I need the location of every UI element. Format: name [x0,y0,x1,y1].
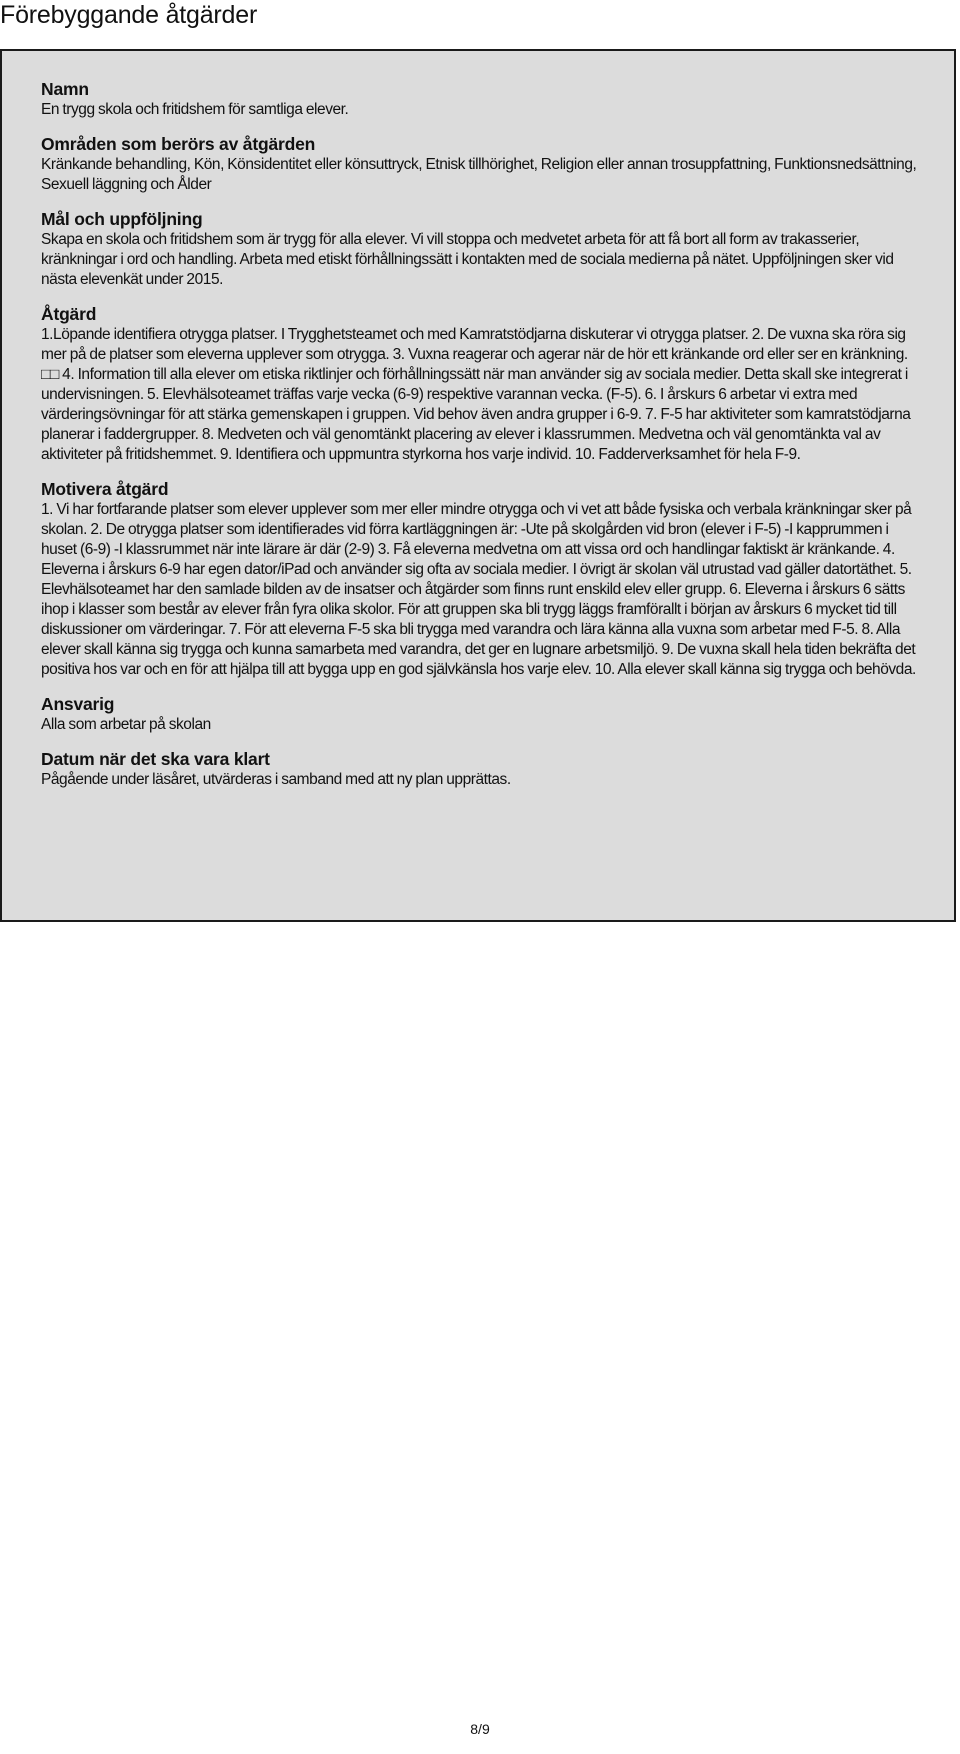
section-text: Kränkande behandling, Kön, Könsidentitet eller könsuttryck, Etnisk tillhörighet, Religion eller annan trosuppfattning, Funktionsnedsättning, Sexuell läggning och Ålder [41,156,917,193]
section-name [41,79,924,120]
section-motivation [41,479,924,680]
section-heading: Ansvarig [41,694,115,714]
section-text: En trygg skola och fritidshem för samtliga elever. [41,101,349,118]
section-heading: Åtgärd [41,304,97,324]
section-areas [41,134,924,195]
section-text: 1.Löpande identifiera otrygga platser. I Trygghetsteamet och med Kamratstödjarna diskuterar vi otrygga platser. 2. De vuxna ska röra sig mer på de platser som eleverna upplever som otrygga. 3. Vuxna reagerar och agerar när de hör ett kränkande ord eller ser en kränkning. □□ 4. Information till alla elever om etiska riktlinjer och förhållningssätt när man använder sig av sociala medier. Detta skall ske integrerat i undervisningen. 5. Elevhälsoteamet träffas varje vecka (6-9) respektive varannan vecka. (F-5). 6. I årskurs 6 arbetar vi extra med värderingsövningar för att stärka gemenskapen i gruppen. Vid behov även andra grupper i 6-9. 7. F-5 har aktiviteter som kamratstödjarna planerar i faddergrupper. 8. Medveten och väl genomtänkt placering av elever i klassrummen. Medvetna och väl genomtänkta val av aktiviteter på fritidshemmet. 9. Identifiera och uppmuntra styrkorna hos varje individ. 10. Fadderverksamhet för hela F-9. [41,326,911,463]
section-heading: Mål och uppföljning [41,209,203,229]
section-text: Alla som arbetar på skolan [41,716,211,733]
section-goals [41,209,924,290]
section-text: Pågående under läsåret, utvärderas i samband med att ny plan upprättas. [41,771,511,788]
section-heading: Motivera åtgärd [41,479,169,499]
section-deadline [41,749,924,790]
page-number: 8/9 [470,1721,490,1737]
section-heading: Datum när det ska vara klart [41,749,270,769]
page-title: Förebyggande åtgärder [0,1,258,29]
section-responsible [41,694,924,735]
section-heading: Namn [41,79,89,99]
section-text: Skapa en skola och fritidshem som är trygg för alla elever. Vi vill stoppa och medvetet arbeta för att få bort all form av trakasserier, kränkningar i ord och handling. Arbeta med etiskt förhållningssätt i kontakten med de sociala medierna på nätet. Uppföljningen sker vid nästa elevenkät under 2015. [41,231,894,288]
section-measure [41,304,924,465]
section-heading: Områden som berörs av åtgärden [41,134,316,154]
section-text: 1. Vi har fortfarande platser som elever upplever som mer eller mindre otrygga och vi vet att både fysiska och verbala kränkningar sker på skolan. 2. De otrygga platser som identifierades vid förra kartläggningen är: -Ute på skolgården vid bron (elever i F-5) -I kapprummen i huset (6-9) -I klassrummet när inte lärare är där (2-9) 3. Få eleverna medvetna om att vissa ord och handlingar faktiskt är kränkande. 4. Eleverna i årskurs 6-9 har egen dator/iPad och använder sig ofta av sociala medier. I övrigt är skolan väl utrustad vad gäller datortäthet. 5. Elevhälsoteamet har den samlade bilden av de insatser och åtgärder som finns runt enskild elev eller grupp. 6. Eleverna i årskurs 6 sätts ihop i klasser som består av elever från fyra olika skolor. För att gruppen ska bli trygg läggs framförallt i början av årskurs 6 mycket tid till diskussioner om värderingar. 7. För att eleverna F-5 ska bli trygga med varandra och lära känna alla vuxna som arbetar med F-5. 8. Alla elever skall känna sig trygga och kunna samarbeta med varandra, det ger en lugnare arbetsmiljö. 9. De vuxna skall hela tiden bekräfta det positiva hos var och en för att hjälpa till att bygga upp en god självkänsla hos varje elev. 10. Alla elever skall känna sig trygga och behövda. [41,501,916,678]
measure-box [0,49,956,922]
